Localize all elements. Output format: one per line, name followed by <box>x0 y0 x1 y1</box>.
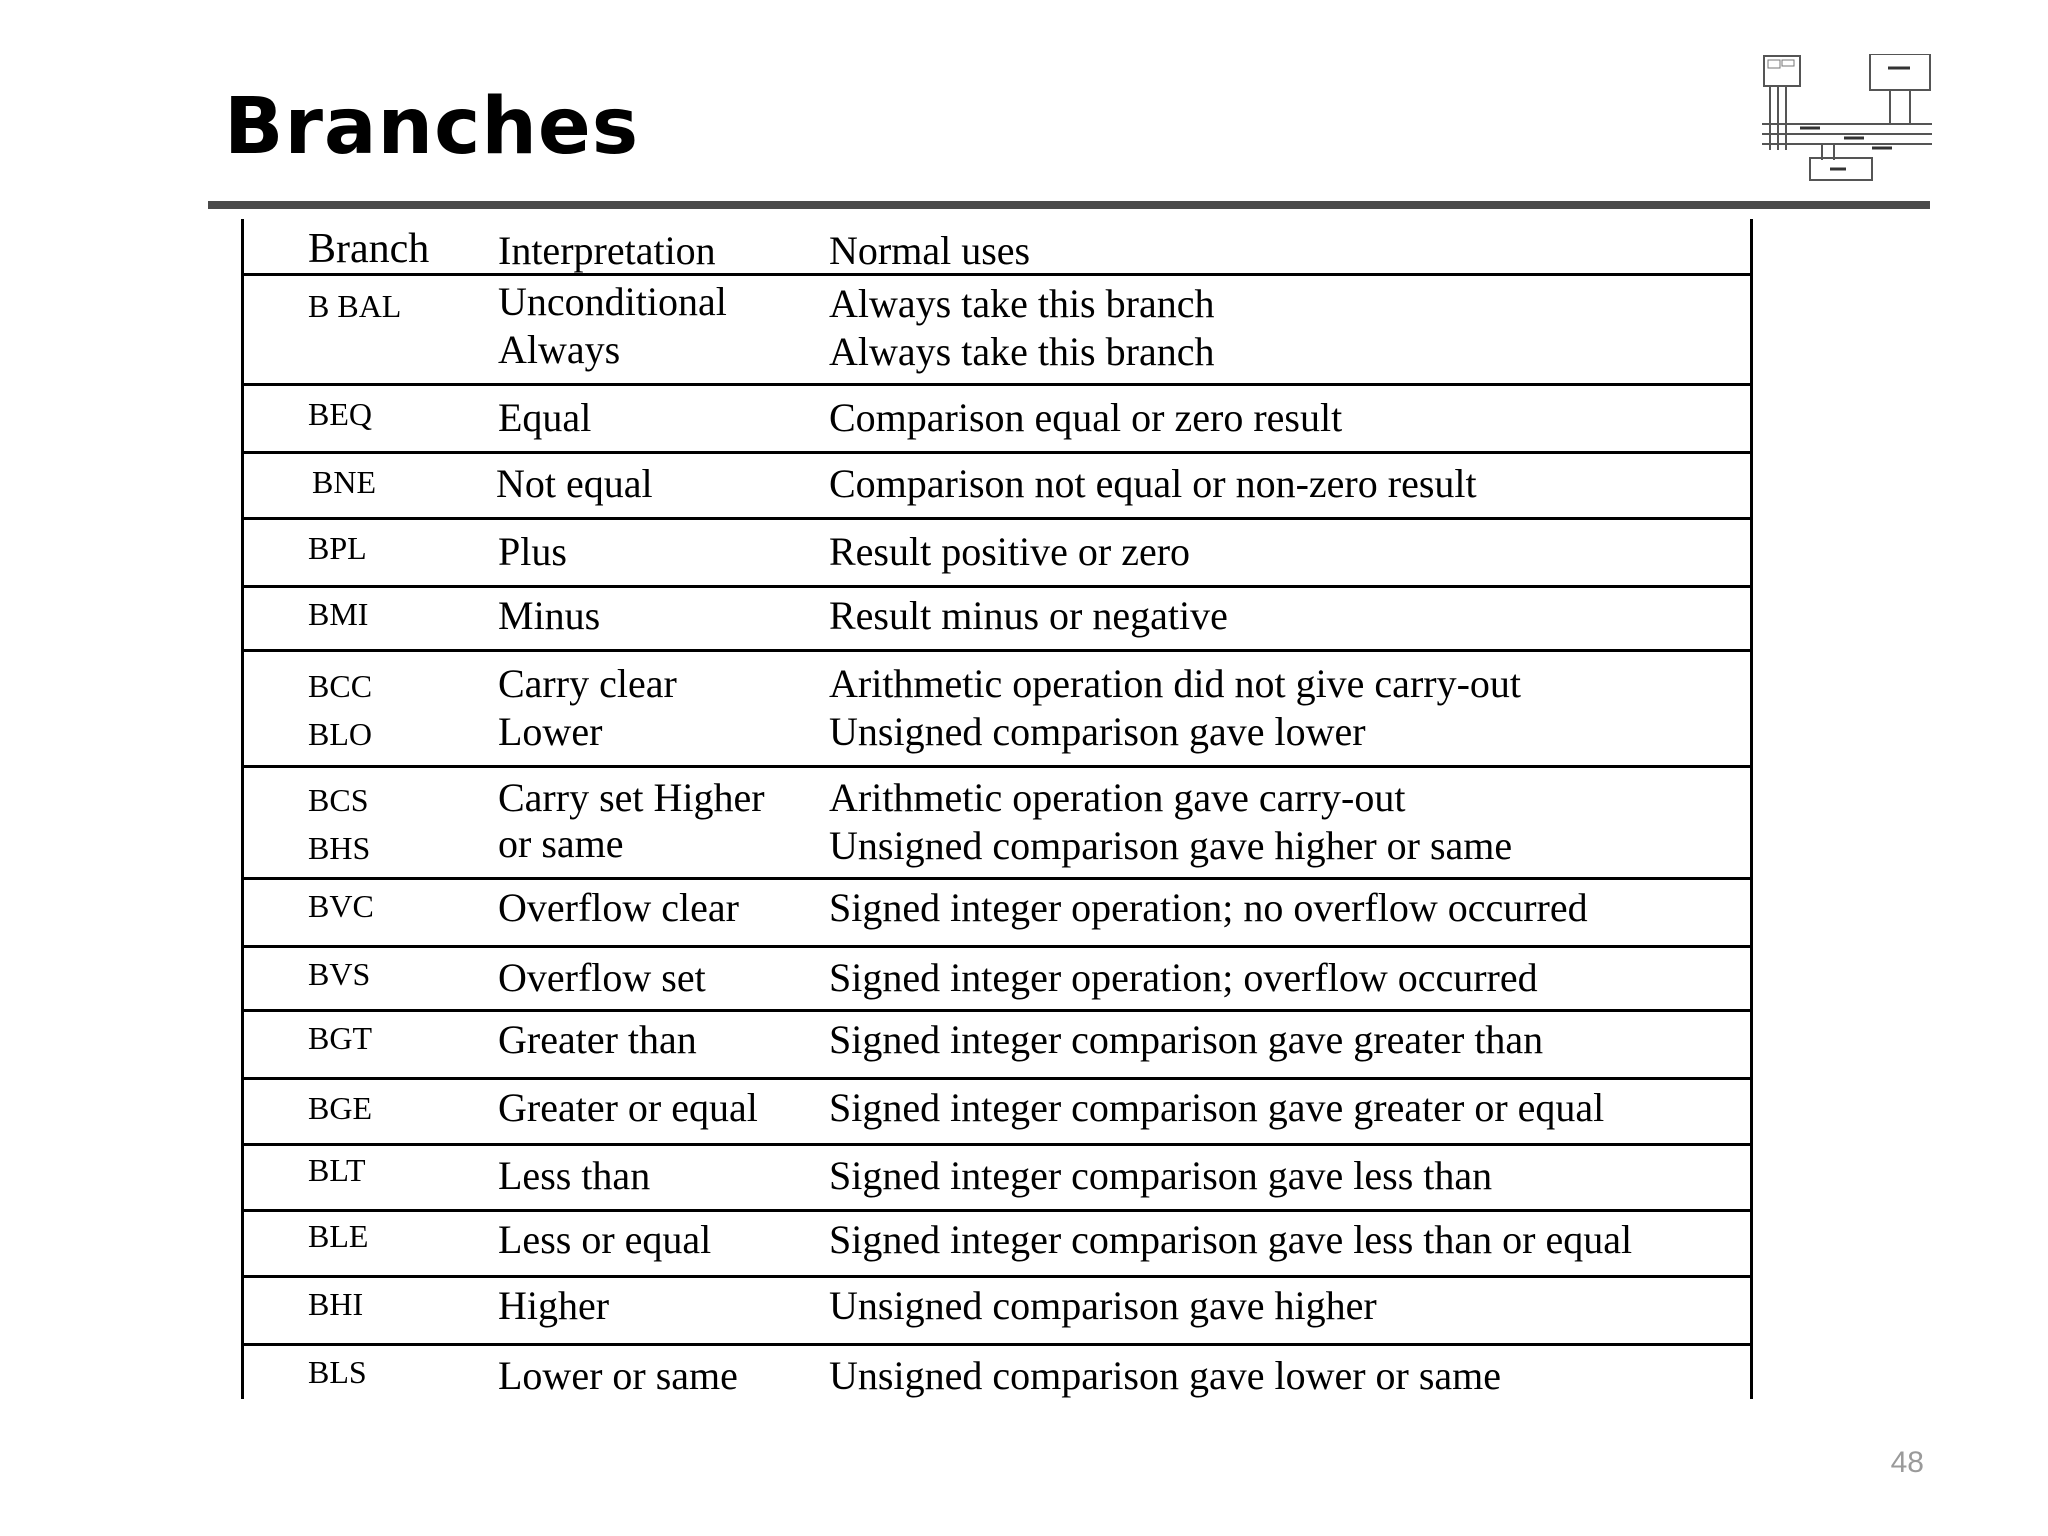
table-row <box>244 877 1750 948</box>
table-row <box>244 383 1750 454</box>
table-row <box>244 451 1750 520</box>
table-row <box>244 1077 1750 1146</box>
interpretation: Higher <box>498 1283 610 1328</box>
table-row <box>244 517 1750 588</box>
table-row <box>244 945 1750 1012</box>
interpretation: Equal <box>498 395 592 440</box>
interpretation: Overflow clear <box>498 885 739 930</box>
normal-use: Signed integer operation; overflow occurred <box>829 955 1538 1000</box>
header-normal-uses: Normal uses <box>829 228 1031 273</box>
interpretation: Overflow set <box>498 955 706 1000</box>
interpretation: Always <box>498 327 621 372</box>
system-diagram-logo <box>1760 54 1934 182</box>
normal-use: Comparison not equal or non-zero result <box>829 461 1477 506</box>
interpretation: Less or equal <box>498 1217 712 1262</box>
normal-use: Always take this branch <box>829 281 1215 326</box>
normal-use: Unsigned comparison gave higher <box>829 1283 1377 1328</box>
interpretation: Lower or same <box>498 1353 738 1398</box>
branch-code: BGT <box>308 1020 372 1056</box>
table-row <box>244 1209 1750 1278</box>
interpretation: or same <box>498 821 624 866</box>
interpretation: Lower <box>498 709 603 754</box>
normal-use: Unsigned comparison gave lower <box>829 709 1366 754</box>
normal-use: Unsigned comparison gave higher or same <box>829 823 1513 868</box>
normal-use: Unsigned comparison gave lower or same <box>829 1353 1502 1398</box>
table-row <box>244 649 1750 768</box>
table-header-row <box>244 219 1750 273</box>
table-row <box>244 1343 1750 1402</box>
interpretation: Less than <box>498 1153 651 1198</box>
header-interpretation: Interpretation <box>498 228 716 273</box>
slide-title: Branches <box>224 82 640 172</box>
table-row <box>244 585 1750 652</box>
normal-use: Result minus or negative <box>829 593 1228 638</box>
interpretation: Plus <box>498 529 567 574</box>
normal-use: Signed integer operation; no overflow occurred <box>829 885 1588 930</box>
branch-code: BCS <box>308 782 369 818</box>
branch-code: BLO <box>308 716 372 752</box>
branch-code: BGE <box>308 1090 372 1126</box>
branch-code: BHI <box>308 1286 364 1322</box>
branch-table <box>241 219 1753 1399</box>
interpretation: Greater or equal <box>498 1085 758 1130</box>
interpretation: Greater than <box>498 1017 697 1062</box>
branch-code: BHS <box>308 830 371 866</box>
normal-use: Result positive or zero <box>829 529 1191 574</box>
table-row <box>244 765 1750 880</box>
normal-use: Signed integer comparison gave greater than <box>829 1017 1544 1062</box>
branch-code: BEQ <box>308 396 372 432</box>
title-divider <box>208 201 1930 209</box>
interpretation: Not equal <box>496 461 653 506</box>
normal-use: Always take this branch <box>829 329 1215 374</box>
branch-code: BLS <box>308 1354 367 1390</box>
branch-code: BLE <box>308 1218 369 1254</box>
table-row <box>244 1143 1750 1212</box>
branch-code: BPL <box>308 530 367 566</box>
interpretation: Carry clear <box>498 661 677 706</box>
branch-code: BMI <box>308 596 369 632</box>
branch-code: BNE <box>312 464 376 500</box>
branch-code: B BAL <box>308 288 402 324</box>
table-row <box>244 273 1750 386</box>
normal-use: Arithmetic operation gave carry-out <box>829 775 1406 820</box>
normal-use: Signed integer comparison gave less than <box>829 1153 1493 1198</box>
interpretation: Unconditional <box>498 279 727 324</box>
normal-use: Comparison equal or zero result <box>829 395 1343 440</box>
normal-use: Signed integer comparison gave greater or equal <box>829 1085 1605 1130</box>
page-number: 48 <box>1890 1446 1924 1479</box>
branch-code: BVS <box>308 956 371 992</box>
normal-use: Signed integer comparison gave less than or equal <box>829 1217 1633 1262</box>
branch-code: BVC <box>308 888 374 924</box>
interpretation: Minus <box>498 593 601 638</box>
branch-code: BCC <box>308 668 373 704</box>
table-row <box>244 1009 1750 1080</box>
branch-code: BLT <box>308 1152 366 1188</box>
interpretation: Carry set Higher <box>498 775 765 820</box>
normal-use: Arithmetic operation did not give carry-out <box>829 661 1522 706</box>
table-row <box>244 1275 1750 1346</box>
header-branch: Branch <box>308 226 430 272</box>
